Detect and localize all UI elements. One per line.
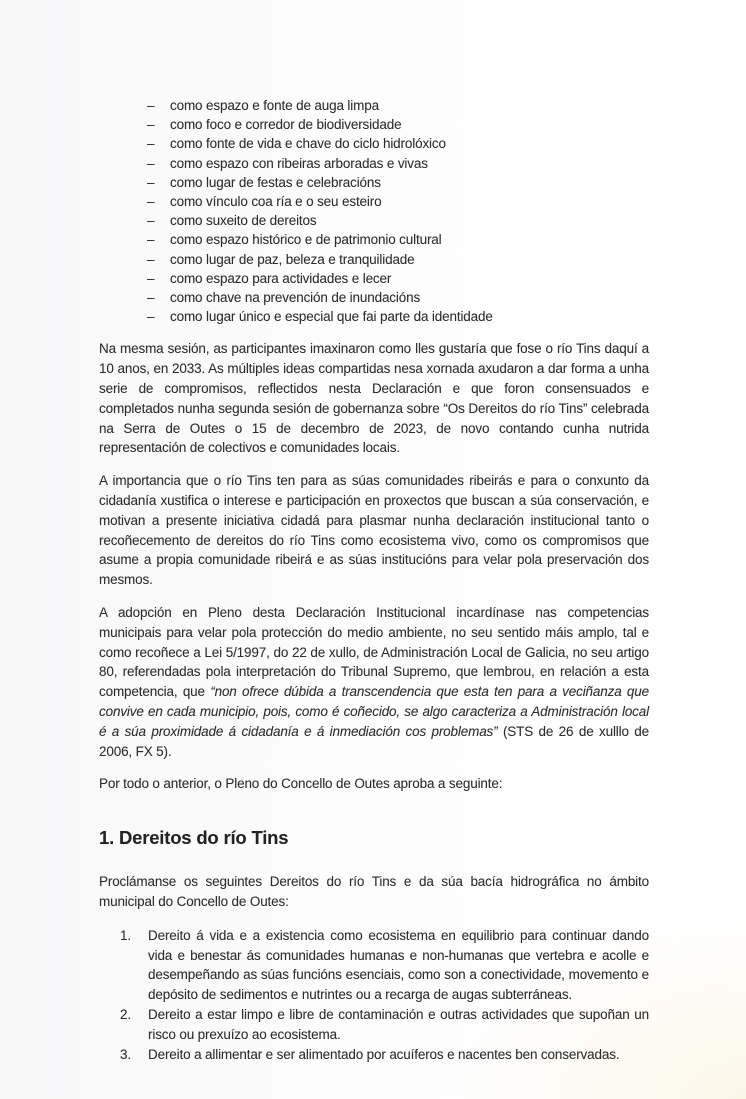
dash-bullet-icon: – xyxy=(147,194,155,210)
right-item xyxy=(120,1005,649,1045)
list-item-text: como chave na prevención de inundacións xyxy=(170,290,421,306)
list-item xyxy=(147,230,649,249)
right-item-text: Dereito a estar limpo e libre de contaminación e outras actividades que supoñan un risco ou prexuízo ao ecosistema. xyxy=(148,1006,649,1042)
legal-quote-italic: “non ofrece dúbida a transcendencia que esta ten para a veciñanza que convive en cada municipio, pois, como é coñecido, se algo caracteriza a Administración local é a súa proximidade á cidadanía e á inmediación cos problemas” xyxy=(99,684,649,739)
list-item xyxy=(147,307,649,326)
dash-bullet-icon: – xyxy=(147,251,155,267)
paragraph-session: Na mesma sesión, as participantes imaxinaron como lles gustaría que fose o río Tins daquí a 10 anos, en 2033. As múltiples ideas compartidas nesa xornada axudaron a dar forma a unha serie de compromisos, reflectidos nesta Declaración e que foron consensuados e completados nunha segunda sesión de gobernanza sobre “Os Dereitos do río Tins” celebrada na Serra de Outes o 15 de decembro de 2023, de novo contando cunha nutrida representación de colectivos e comunidades locais. xyxy=(99,341,649,456)
list-item-text: como lugar de paz, beleza e tranquilidade xyxy=(170,251,415,267)
list-item xyxy=(147,115,649,134)
dash-bullet-icon: – xyxy=(147,117,155,133)
dash-bullet-icon: – xyxy=(147,155,155,171)
legal-text-prefix: A adopción en Pleno desta Declaración Institucional incardínase nas competencias municipais para velar pola protección do medio ambiente, no seu sentido máis amplo, tal e como recoñece a Lei 5/1997, do 22 de xullo, de Administración Local de Galicia, no seu artigo 80, referendadas pola interpretación do Tribunal Supremo, que lembrou, en relación a esta competencia, que xyxy=(99,605,649,700)
dash-bullet-icon: – xyxy=(147,270,155,286)
list-item xyxy=(147,269,649,288)
river-values-list xyxy=(147,96,649,326)
paragraph-legal-basis xyxy=(99,603,649,761)
dash-bullet-icon: – xyxy=(147,232,155,248)
list-item xyxy=(147,96,649,115)
list-item-text: como lugar único e especial que fai parte da identidade xyxy=(170,309,493,325)
right-item-number: 2. xyxy=(120,1006,131,1022)
right-item xyxy=(120,926,649,1005)
list-item xyxy=(147,250,649,269)
list-item-text: como espazo para actividades e lecer xyxy=(170,270,392,286)
right-item-text: Dereito a allimentar e ser alimentado por acuíferos e nacentes ben conservadas. xyxy=(148,1046,620,1062)
dash-bullet-icon: – xyxy=(147,213,155,229)
right-item xyxy=(120,1045,649,1065)
right-item-number: 1. xyxy=(120,927,131,943)
paragraph-approval: Por todo o anterior, o Pleno do Concello de Outes aproba a seguinte: xyxy=(99,776,503,792)
dash-bullet-icon: – xyxy=(147,174,155,190)
list-item-text: como vínculo coa ría e o seu esteiro xyxy=(170,194,382,210)
right-item-number: 3. xyxy=(120,1046,131,1062)
rights-list xyxy=(120,926,649,1065)
list-item xyxy=(147,134,649,153)
list-item-text: como espazo con ribeiras arboradas e vivas xyxy=(170,155,428,171)
list-item-text: como fonte de vida e chave do ciclo hidrolóxico xyxy=(170,136,446,152)
right-item-text: Dereito á vida e a existencia como ecosistema en equilibrio para continuar dando vida e benestar ás comunidades humanas e non-humanas que vertebra e acolle e desempeñando as súas funcións esenciais, como son a conectividade, movemento e depósito de sedimentos e nutrintes ou a recarga de augas subterráneas. xyxy=(148,927,649,1003)
list-item xyxy=(147,288,649,307)
dash-bullet-icon: – xyxy=(147,98,155,113)
dash-bullet-icon: – xyxy=(147,309,155,325)
list-item-text: como suxeito de dereitos xyxy=(170,213,317,229)
dash-bullet-icon: – xyxy=(147,290,155,306)
dash-bullet-icon: – xyxy=(147,136,155,152)
list-item xyxy=(147,192,649,211)
list-item-text: como espazo e fonte de auga limpa xyxy=(170,98,379,113)
section-intro: Proclámanse os seguintes Dereitos do río Tins e da súa bacía hidrográfica no ámbito municipal do Concello de Outes: xyxy=(99,874,649,909)
list-item-text: como espazo histórico e de patrimonio cultural xyxy=(170,232,442,248)
section-heading: 1. Dereitos do río Tins xyxy=(99,827,289,849)
list-item xyxy=(147,211,649,230)
list-item xyxy=(147,154,649,173)
paragraph-importance: A importancia que o río Tins ten para as súas comunidades ribeirás e para o conxunto da cidadanía xustifica o interese e participación en proxectos que buscan a súa conservación, e motivan a presente iniciativa cidadá para plasmar nunha declaración institucional tanto o recoñecemento de dereitos do río Tins como ecosistema vivo, como os compromisos que asume a propia comunidade ribeirá e as súas institucións para velar pola preservación dos mesmos. xyxy=(99,473,649,588)
list-item-text: como lugar de festas e celebracións xyxy=(170,174,381,190)
list-item xyxy=(147,173,649,192)
legal-text-suffix: (STS de 26 de xulllo de 2006, FX 5). xyxy=(99,723,649,759)
list-item-text: como foco e corredor de biodiversidade xyxy=(170,117,402,133)
